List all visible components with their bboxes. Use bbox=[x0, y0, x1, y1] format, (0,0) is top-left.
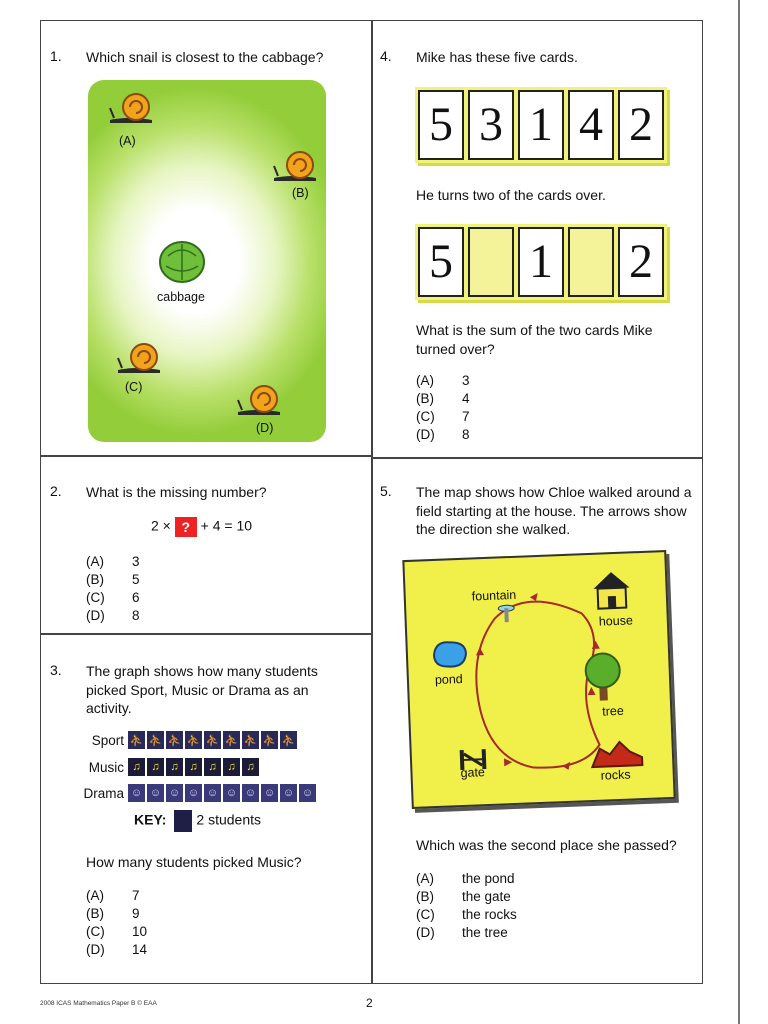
option-value: 14 bbox=[132, 942, 148, 957]
key-label: KEY: bbox=[134, 811, 167, 828]
number-card: 5 bbox=[418, 227, 464, 297]
option-value: 9 bbox=[132, 906, 140, 921]
snail-c-label: (C) bbox=[125, 380, 143, 394]
question-text-2: He turns two of the cards over. bbox=[416, 187, 606, 203]
music-note-icon: ♫ bbox=[185, 758, 202, 776]
rocks-icon bbox=[589, 737, 644, 769]
option-key: (A) bbox=[86, 888, 104, 903]
pond-icon bbox=[429, 636, 470, 674]
number-card: 1 bbox=[518, 227, 564, 297]
sport-icon: ⛹ bbox=[204, 731, 221, 749]
footer-copyright: 2008 ICAS Mathematics Paper B © EAA bbox=[40, 1000, 157, 1007]
option-c[interactable] bbox=[416, 906, 517, 924]
question-text: The map shows how Chloe walked around a field starting at the house. The arrows show the direction she walked. bbox=[416, 484, 692, 537]
sport-icon: ⛹ bbox=[166, 731, 183, 749]
option-a[interactable] bbox=[416, 372, 470, 390]
option-key: (B) bbox=[416, 889, 434, 904]
music-note-icon: ♫ bbox=[204, 758, 221, 776]
option-c[interactable] bbox=[86, 589, 140, 607]
sport-icon: ⛹ bbox=[223, 731, 240, 749]
option-value: 10 bbox=[132, 924, 148, 939]
snail-a-label: (A) bbox=[119, 134, 136, 148]
equation-right: + 4 = 10 bbox=[200, 517, 253, 534]
pictograph-key bbox=[134, 810, 261, 832]
gate-label: gate bbox=[460, 765, 486, 781]
question-prompt: What is the sum of the two cards Mike turned over? bbox=[416, 322, 653, 357]
snail-a-icon bbox=[108, 90, 154, 124]
sport-icon: ⛹ bbox=[128, 731, 145, 749]
option-value: the tree bbox=[462, 925, 508, 940]
pictograph-row-music bbox=[82, 758, 261, 776]
music-note-icon: ♫ bbox=[128, 758, 145, 776]
grid-divider-q2 bbox=[40, 633, 373, 635]
number-card: 1 bbox=[518, 90, 564, 160]
options-list bbox=[86, 887, 147, 959]
music-note-icon: ♫ bbox=[242, 758, 259, 776]
question-text: The graph shows how many students picked Sport, Music or Drama as an activity. bbox=[86, 663, 318, 716]
sport-icon: ⛹ bbox=[280, 731, 297, 749]
music-note-icon: ♫ bbox=[166, 758, 183, 776]
sport-icon: ⛹ bbox=[147, 731, 164, 749]
music-note-icon: ♫ bbox=[147, 758, 164, 776]
snail-b-icon bbox=[272, 148, 318, 182]
pictograph-row-drama bbox=[82, 784, 318, 802]
option-key: (D) bbox=[86, 942, 105, 957]
option-key: (A) bbox=[86, 554, 104, 569]
option-d[interactable] bbox=[416, 426, 470, 444]
rocks-label: rocks bbox=[600, 767, 631, 783]
tree-label: tree bbox=[602, 703, 625, 719]
option-key: (D) bbox=[86, 608, 105, 623]
option-value: 5 bbox=[132, 572, 140, 587]
sport-icon: ⛹ bbox=[261, 731, 278, 749]
field-map bbox=[402, 550, 675, 809]
margin-rule bbox=[738, 0, 740, 1024]
fountain-icon bbox=[496, 602, 517, 625]
question-number: 1. bbox=[50, 48, 62, 64]
equation-left: 2 × bbox=[151, 517, 171, 534]
option-d[interactable] bbox=[416, 924, 517, 942]
option-a[interactable] bbox=[86, 553, 140, 571]
snail-c-icon bbox=[116, 340, 162, 374]
option-value: 3 bbox=[462, 373, 470, 388]
question-number: 5. bbox=[380, 483, 392, 499]
drama-mask-icon: ☺ bbox=[128, 784, 145, 802]
row-label: Music bbox=[88, 759, 124, 775]
drama-mask-icon: ☺ bbox=[242, 784, 259, 802]
option-key: (B) bbox=[86, 572, 104, 587]
grid-divider-vertical bbox=[371, 20, 373, 984]
drama-mask-icon: ☺ bbox=[204, 784, 221, 802]
question-number: 4. bbox=[380, 48, 392, 64]
option-value: 8 bbox=[462, 427, 470, 442]
option-value: the pond bbox=[462, 871, 515, 886]
question-number: 3. bbox=[50, 662, 62, 678]
option-value: 7 bbox=[462, 409, 470, 424]
number-card: 2 bbox=[618, 90, 664, 160]
key-icon bbox=[174, 810, 192, 832]
option-key: (A) bbox=[416, 373, 434, 388]
cabbage-label: cabbage bbox=[157, 290, 205, 304]
card-face-down bbox=[568, 227, 614, 297]
option-key: (D) bbox=[416, 427, 435, 442]
question-text: Which snail is closest to the cabbage? bbox=[86, 49, 324, 65]
drama-mask-icon: ☺ bbox=[147, 784, 164, 802]
drama-mask-icon: ☺ bbox=[299, 784, 316, 802]
snail-b-label: (B) bbox=[292, 186, 309, 200]
grid-divider-q4 bbox=[371, 457, 702, 459]
question-prompt: Which was the second place she passed? bbox=[416, 837, 677, 853]
number-card: 5 bbox=[418, 90, 464, 160]
option-d[interactable] bbox=[86, 941, 147, 959]
option-key: (C) bbox=[416, 409, 435, 424]
option-c[interactable] bbox=[86, 923, 147, 941]
option-a[interactable] bbox=[416, 870, 517, 888]
option-key: (B) bbox=[416, 391, 434, 406]
music-icons bbox=[128, 758, 261, 776]
sport-icon: ⛹ bbox=[242, 731, 259, 749]
grid-divider-q1 bbox=[40, 455, 373, 457]
house-label: house bbox=[598, 613, 634, 629]
number-card: 2 bbox=[618, 227, 664, 297]
options-list bbox=[86, 553, 140, 625]
row-label: Drama bbox=[83, 785, 124, 801]
option-value: 3 bbox=[132, 554, 140, 569]
options-list bbox=[416, 372, 470, 444]
question-text: What is the missing number? bbox=[86, 484, 267, 500]
number-card: 4 bbox=[568, 90, 614, 160]
option-b[interactable] bbox=[416, 888, 517, 906]
option-value: 8 bbox=[132, 608, 140, 623]
option-c[interactable] bbox=[416, 408, 470, 426]
option-value: the gate bbox=[462, 889, 511, 904]
page-number: 2 bbox=[366, 996, 373, 1010]
option-key: (C) bbox=[416, 907, 435, 922]
equation bbox=[151, 517, 252, 537]
option-value: the rocks bbox=[462, 907, 517, 922]
number-card: 3 bbox=[468, 90, 514, 160]
option-a[interactable] bbox=[86, 887, 147, 905]
snail-picture bbox=[88, 80, 326, 442]
question-text: Mike has these five cards. bbox=[416, 49, 578, 65]
option-key: (C) bbox=[86, 924, 105, 939]
drama-mask-icon: ☺ bbox=[166, 784, 183, 802]
option-value: 4 bbox=[462, 391, 470, 406]
option-d[interactable] bbox=[86, 607, 140, 625]
sport-icons bbox=[128, 731, 299, 749]
question-number: 2. bbox=[50, 483, 62, 499]
option-b[interactable] bbox=[86, 571, 140, 589]
pond-label: pond bbox=[434, 671, 464, 687]
key-value: 2 students bbox=[196, 811, 262, 828]
cabbage-icon bbox=[158, 238, 206, 284]
option-b[interactable] bbox=[416, 390, 470, 408]
option-key: (A) bbox=[416, 871, 434, 886]
options-list bbox=[416, 870, 517, 942]
snail-d-icon bbox=[236, 382, 282, 416]
pictograph-row-sport bbox=[82, 731, 299, 749]
row-label: Sport bbox=[91, 732, 124, 748]
snail-d-label: (D) bbox=[256, 421, 274, 435]
drama-mask-icon: ☺ bbox=[185, 784, 202, 802]
option-value: 6 bbox=[132, 590, 140, 605]
missing-number-box: ? bbox=[175, 517, 197, 537]
sport-icon: ⛹ bbox=[185, 731, 202, 749]
drama-mask-icon: ☺ bbox=[223, 784, 240, 802]
drama-icons bbox=[128, 784, 318, 802]
option-b[interactable] bbox=[86, 905, 147, 923]
question-prompt: How many students picked Music? bbox=[86, 854, 302, 870]
drama-mask-icon: ☺ bbox=[261, 784, 278, 802]
fountain-label: fountain bbox=[471, 587, 517, 604]
drama-mask-icon: ☺ bbox=[280, 784, 297, 802]
tree-icon bbox=[580, 650, 626, 704]
music-note-icon: ♫ bbox=[223, 758, 240, 776]
card-face-down bbox=[468, 227, 514, 297]
option-key: (B) bbox=[86, 906, 104, 921]
option-key: (D) bbox=[416, 925, 435, 940]
option-value: 7 bbox=[132, 888, 140, 903]
option-key: (C) bbox=[86, 590, 105, 605]
house-icon bbox=[589, 567, 635, 613]
